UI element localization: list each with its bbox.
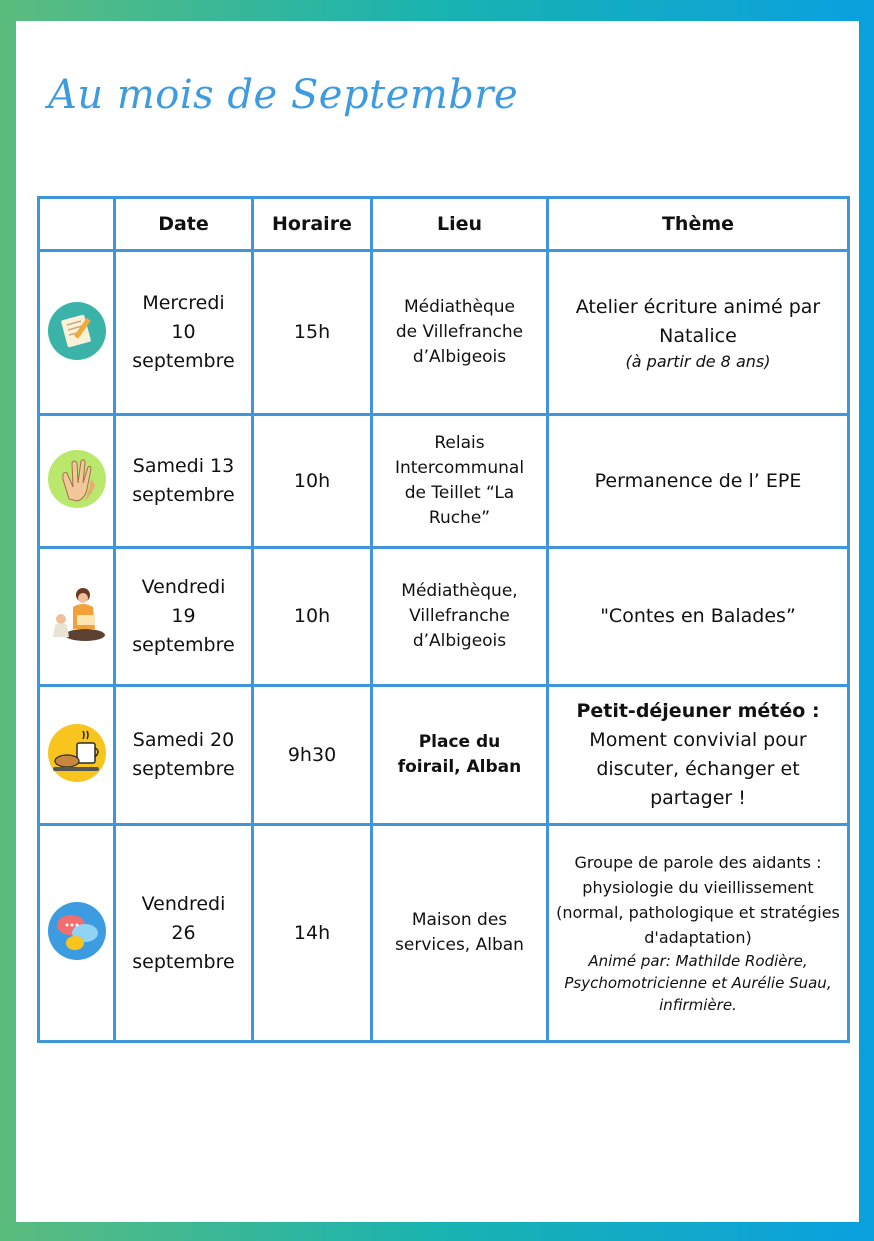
theme-cell	[548, 251, 849, 415]
chat-bubbles-icon	[47, 901, 107, 961]
breakfast-icon	[47, 723, 107, 783]
place-cell	[372, 686, 548, 825]
place-text: Place du foirail, Alban	[397, 732, 522, 777]
theme-note: (à partir de 8 ans)	[625, 351, 771, 371]
theme-cell	[548, 825, 849, 1042]
page-title: Au mois de Septembre	[48, 72, 519, 118]
table-row	[39, 251, 849, 415]
theme-text: "Contes en Balades”	[600, 605, 796, 627]
theme-text: Atelier écriture animé par Natalice	[575, 295, 821, 347]
time-cell	[253, 825, 372, 1042]
schedule-table	[37, 196, 850, 1043]
date-cell	[115, 825, 253, 1042]
icon-cell	[39, 251, 115, 415]
date-cell	[115, 251, 253, 415]
date-text: Vendredi 19 septembre	[132, 576, 235, 656]
theme-title: Petit-déjeuner météo :	[576, 700, 820, 722]
place-cell	[372, 548, 548, 686]
place-cell	[372, 251, 548, 415]
theme-cell	[548, 686, 849, 825]
date-text: Mercredi 10 septembre	[132, 292, 235, 372]
place-text: Médiathèque de Villefranche d’Albigeois	[395, 297, 524, 367]
header-icon-col	[39, 198, 115, 251]
header-place: Lieu	[372, 198, 548, 251]
date-text: Samedi 13 septembre	[132, 455, 235, 506]
place-text: Médiathèque, Villefranche d’Albigeois	[401, 581, 518, 651]
time-cell	[253, 251, 372, 415]
time-text: 10h	[293, 469, 331, 492]
theme-text: Groupe de parole des aidants : physiologie du vieillissement (normal, pathologique et stratégies d'adaptation)	[556, 853, 840, 947]
table-row	[39, 686, 849, 825]
place-cell	[372, 415, 548, 548]
place-text: Maison des services, Alban	[395, 910, 524, 955]
theme-note: Animé par: Mathilde Rodière, Psychomotricienne et Aurélie Suau, infirmière.	[564, 952, 832, 1014]
time-cell	[253, 548, 372, 686]
hands-icon	[47, 449, 107, 509]
place-text: Relais Intercommunal de Teillet “La Ruche”	[394, 433, 525, 528]
time-cell	[253, 415, 372, 548]
time-cell	[253, 686, 372, 825]
header-time: Horaire	[253, 198, 372, 251]
header-theme: Thème	[548, 198, 849, 251]
icon-cell	[39, 548, 115, 686]
date-text: Vendredi 26 septembre	[132, 892, 235, 973]
theme-cell	[548, 548, 849, 686]
icon-cell	[39, 686, 115, 825]
table-row	[39, 415, 849, 548]
place-cell	[372, 825, 548, 1042]
date-cell	[115, 415, 253, 548]
date-text: Samedi 20 septembre	[132, 729, 235, 780]
table-header-row	[39, 198, 849, 251]
theme-text: Moment convivial pour discuter, échanger et partager !	[589, 729, 807, 809]
theme-cell	[548, 415, 849, 548]
icon-cell	[39, 825, 115, 1042]
table-row	[39, 548, 849, 686]
storytelling-icon	[47, 585, 107, 645]
time-text: 10h	[293, 605, 331, 627]
time-text: 9h30	[287, 743, 337, 766]
time-text: 14h	[293, 921, 331, 944]
table-row	[39, 825, 849, 1042]
date-cell	[115, 548, 253, 686]
theme-text: Permanence de l’ EPE	[594, 469, 802, 492]
writing-workshop-icon	[47, 301, 107, 361]
date-cell	[115, 686, 253, 825]
header-date: Date	[115, 198, 253, 251]
time-text: 15h	[293, 321, 331, 343]
icon-cell	[39, 415, 115, 548]
